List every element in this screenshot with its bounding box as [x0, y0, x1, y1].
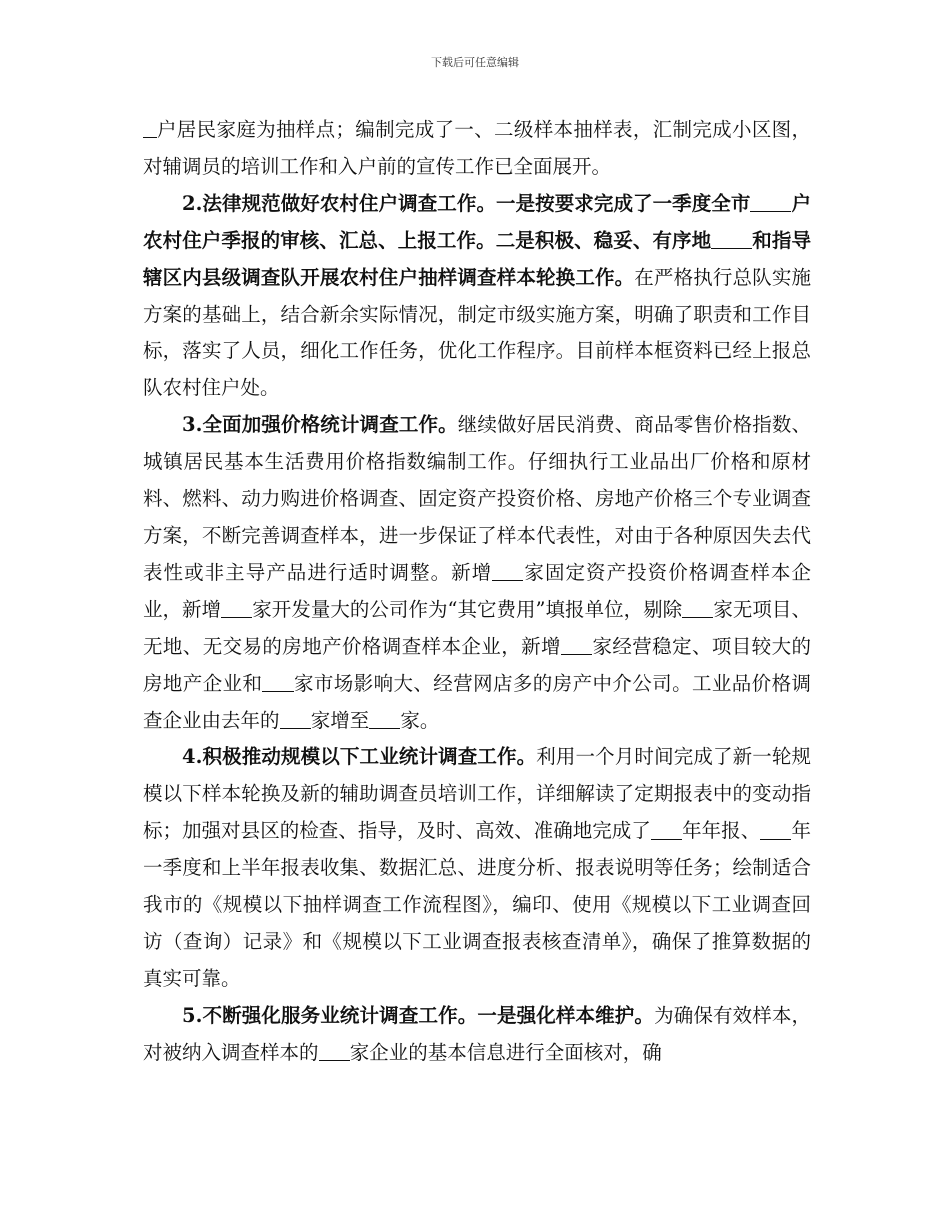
- section-heading: 2.法律规范做好农村住户调查工作。: [182, 191, 497, 215]
- blank-underline: [221, 598, 252, 619]
- paragraph-2: [143, 186, 811, 407]
- paragraph-text: 家市场影响大、经营网店多的房产中介公司。工业品价格调查企业由去年的: [143, 671, 811, 732]
- blank-underline: [750, 192, 791, 213]
- sub-heading: 一是强化样本维护。: [477, 1003, 655, 1027]
- paragraph-text: 家。: [400, 708, 440, 732]
- blank-underline: [760, 819, 791, 840]
- blank-underline: [369, 708, 400, 729]
- document-body: [143, 112, 811, 1072]
- blank-underline: [711, 229, 752, 250]
- paragraph-text: 继续做好居民消费、商品零售价格指数、城镇居民基本生活费用价格指数编制工作。仔细执行工业品出厂价格和原材料、燃料、动力购进价格调查、固定资产投资价格、房地产价格三个专业调查方案，不断完善调查样本，进一步保证了样本代表性，对由于各种原因失去代表性或非主导产品进行适时调整。新增: [143, 413, 811, 584]
- paragraph-text: 家固定资产投资价格调查样本企业，新增: [143, 560, 811, 621]
- blank-underline: [682, 598, 713, 619]
- paragraph-text: 为确保有效样本，对被纳入调查样本的: [143, 1003, 811, 1064]
- paragraph-text: 家经营稳定、项目较大的房地产企业和: [143, 634, 811, 695]
- paragraph-1: [143, 112, 811, 186]
- blank-underline: [319, 1040, 350, 1061]
- paragraph-5: [143, 998, 811, 1072]
- section-heading: 5.不断强化服务业统计调查工作。: [182, 1003, 478, 1027]
- section-heading: 3.全面加强价格统计调查工作。: [182, 413, 458, 437]
- paragraph-text: 在严格执行总队实施方案的基础上，结合新余实际情况，制定市级实施方案，明确了职责和工作目标，落实了人员，细化工作任务，优化工作程序。目前样本框资料已经上报总队农村住户处。: [143, 265, 811, 400]
- paragraph-4: [143, 739, 811, 997]
- paragraph-text: 户居民家庭为抽样点；编制完成了一、二级样本抽样表，汇制完成小区图，对辅调员的培训工作和入户前的宣传工作已全面展开。: [143, 118, 811, 178]
- blank-underline: [280, 708, 311, 729]
- section-heading: 4.积极推动规模以下工业统计调查工作。: [182, 745, 537, 769]
- blank-underline: [492, 561, 523, 582]
- paragraph-text: 家增至: [310, 708, 370, 732]
- paragraph-text: 家开发量大的公司作为“其它费用”填报单位，剔除: [252, 597, 683, 621]
- page-header: 下载后可任意编辑: [431, 56, 519, 69]
- paragraph-text: 家无项目、无地、无交易的房地产价格调查样本企业，新增: [143, 597, 811, 658]
- paragraph-text: 利用一个月时间完成了新一轮规模以下样本轮换及新的辅助调查员培训工作，详细解读了定期报表中的变动指标；加强对县区的检查、指导，及时、高效、准确地完成了: [143, 745, 811, 843]
- paragraph-text: 年一季度和上半年报表收集、数据汇总、进度分析、报表说明等任务；绘制适合我市的《规模以下抽样调查工作流程图》，编印、使用《规模以下工业调查回访（查询）记录》和《规模以下工业调查报表核查清单》，确保了推算数据的真实可靠。: [143, 819, 811, 990]
- paragraph-text: 家企业的基本信息进行全面核对，确: [349, 1040, 662, 1064]
- paragraph-text-bold: 一是按要求完成了一季度全市: [496, 191, 751, 215]
- blank-underline: [561, 635, 592, 656]
- paragraph-text: 年年报、: [682, 819, 761, 843]
- blank-underline: [651, 819, 682, 840]
- blank-underline: [143, 118, 157, 139]
- paragraph-3: [143, 407, 811, 739]
- blank-underline: [262, 671, 293, 692]
- paragraph-text-bold: 户农村住户季报的审核、汇总、上报工作。二是积极、稳妥、有序地: [143, 191, 811, 252]
- paragraph-text-bold: 和指导辖区内县级调查队开展农村住户抽样调查样本轮换工作。: [143, 228, 811, 289]
